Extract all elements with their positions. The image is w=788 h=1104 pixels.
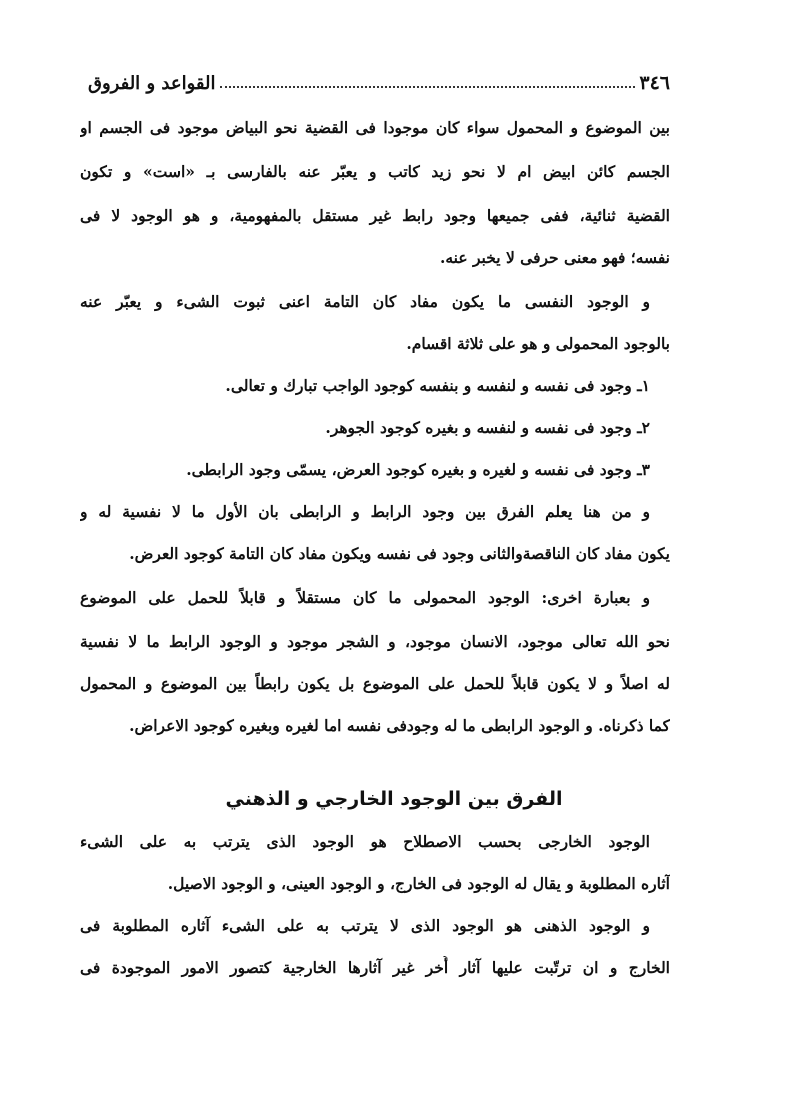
text-line: و بعبارة اخرى: الوجود المحمولى ما كان مستقلاً و قابلاً للحمل على الموضوع	[80, 588, 650, 607]
page-header	[88, 58, 670, 94]
text-line: له اصلاً و لا يكون قابلاً للحمل على الموضوع بل يكون رابطاً بين الموضوع و المحمول	[80, 674, 670, 693]
page-number: ٣٤٦	[639, 72, 670, 94]
text-line: و الوجود النفسى ما يكون مفاد كان التامة اعنى ثبوت الشىء و يعبّر عنه	[80, 292, 650, 311]
section-heading: الفرق بين الوجود الخارجي و الذهني	[225, 788, 563, 810]
text-line: بالوجود المحمولى و هو على ثلاثة اقسام.	[406, 334, 670, 353]
text-line: الخارج و ان ترتّبت عليها آثار أُخر غير آثارها الخارجية كتصور الامور الموجودة فى	[80, 958, 670, 977]
list-item: ٢ـ وجود فى نفسه و لنفسه و بغيره كوجود الجوهر.	[325, 418, 650, 437]
text-line: نفسه؛ فهو معنى حرفى لا يخبر عنه.	[439, 248, 670, 267]
text-line: كما ذكرناه. و الوجود الرابطى ما له وجودفى نفسه اما لغيره وبغيره كوجود الاعراض.	[129, 716, 670, 735]
text-line: الجسم كائن ابيض ام لا نحو زيد كاتب و يعبّر عنه بالفارسى بـ «است» و تكون	[80, 162, 670, 181]
list-item: ٣ـ وجود فى نفسه و لغيره و بغيره كوجود العرض، يسمّى وجود الرابطى.	[186, 460, 650, 479]
text-line: و من هنا يعلم الفرق بين وجود الرابط و الرابطى بان الأول ما لا نفسية له و	[80, 502, 650, 521]
text-line: آثاره المطلوبة و يقال له الوجود فى الخارج، و الوجود العينى، و الوجود الاصيل.	[167, 874, 670, 893]
text-line: و الوجود الذهنى هو الوجود الذى لا يترتب به على الشىء آثاره المطلوبة فى	[80, 916, 650, 935]
running-title: القواعد و الفروق	[88, 73, 216, 94]
text-line: بين الموضوع و المحمول سواء كان موجودا فى القضية نحو البياض موجود فى الجسم او	[80, 118, 670, 137]
list-item: ١ـ وجود فى نفسه و لنفسه و بنفسه كوجود الواجب تبارك و تعالى.	[225, 376, 650, 395]
text-line: الوجود الخارجى بحسب الاصطلاح هو الوجود الذى يترتب به على الشىء	[80, 832, 650, 851]
header-dotted-leader	[220, 86, 636, 88]
text-line: نحو الله تعالى موجود، الانسان موجود، و الشجر موجود و الوجود الرابط ما لا نفسية	[80, 632, 670, 651]
text-line: القضية ثنائية، ففى جميعها وجود رابط غير مستقل بالمفهومية، و هو الوجود لا فى	[80, 206, 670, 225]
text-line: يكون مفاد كان الناقصةوالثانى وجود فى نفسه ويكون مفاد كان التامة كوجود العرض.	[129, 544, 670, 563]
